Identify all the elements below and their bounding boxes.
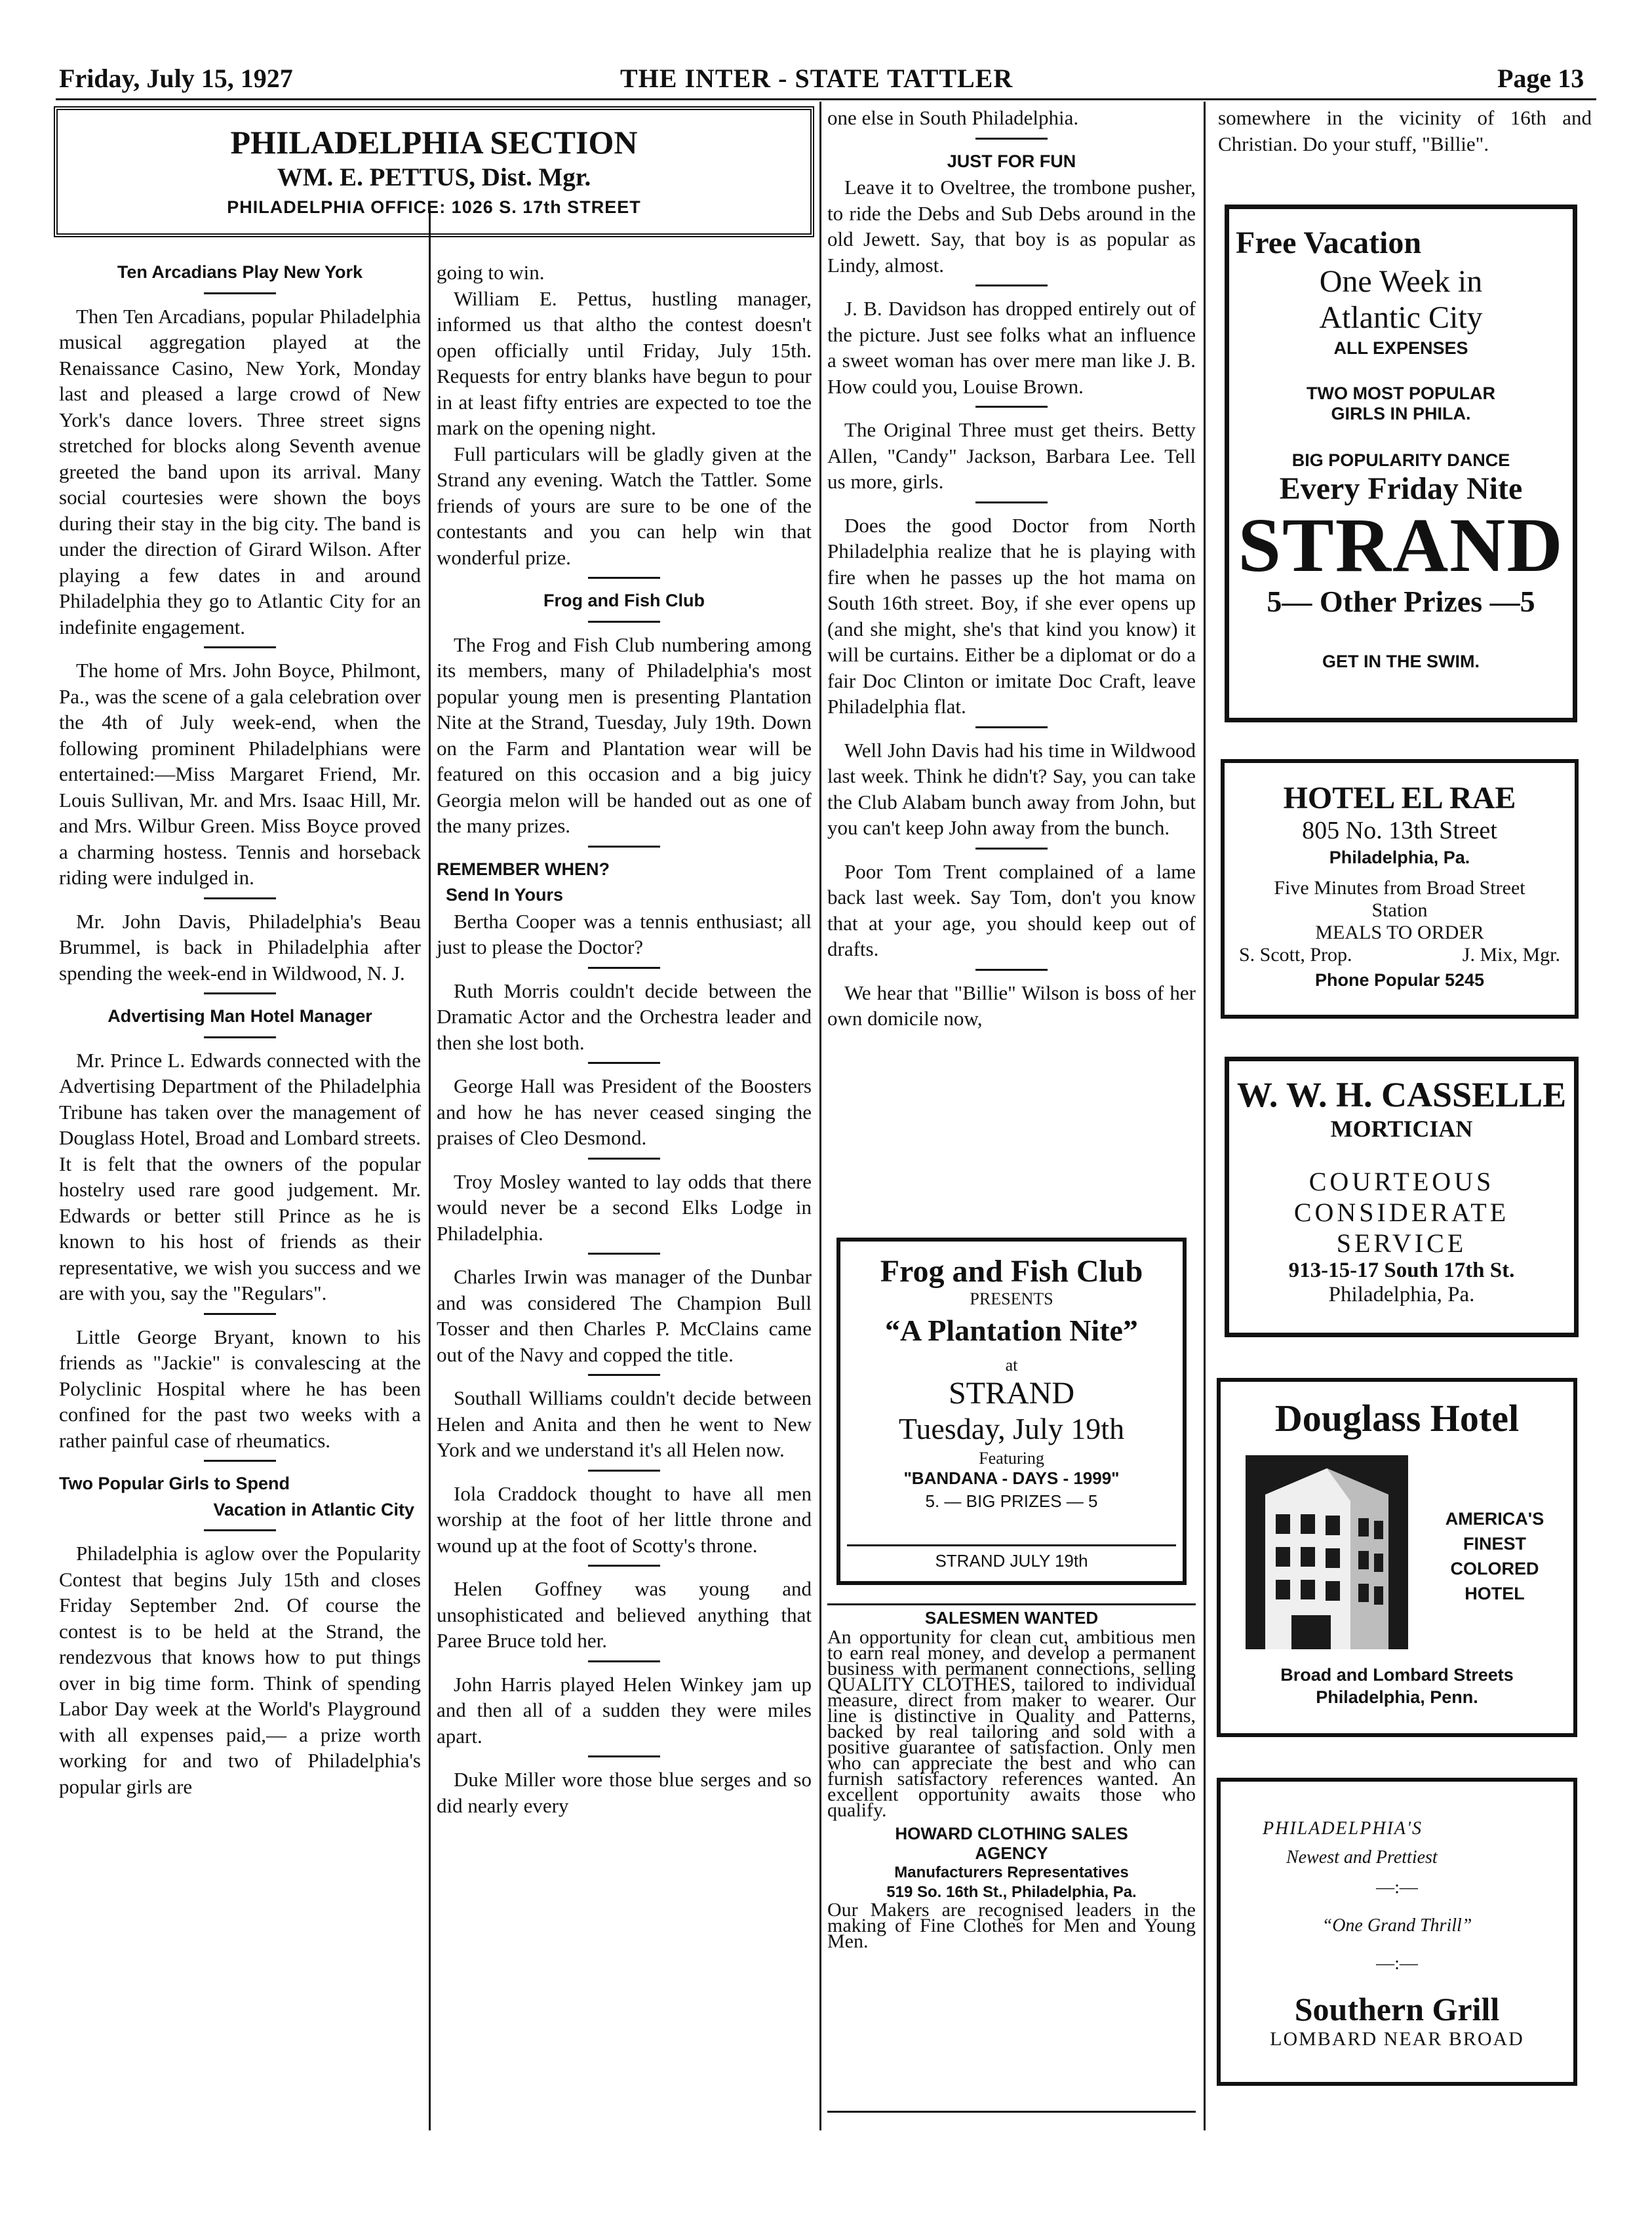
separator — [588, 846, 660, 848]
article-contest-continued: going to win. — [437, 261, 545, 284]
ad-salesmen-title: SALESMEN WANTED — [924, 1608, 1099, 1628]
ad-douglass-address — [1221, 1664, 1573, 1708]
ad-hotel-phone: Phone Popular 5245 — [1314, 970, 1485, 990]
ad-presents: PRESENTS — [970, 1289, 1053, 1308]
separator — [588, 1470, 660, 1472]
district-manager: WM. E. PETTUS, Dist. Mgr. — [277, 163, 591, 191]
ad-douglass-slogan-3: COLORED — [1450, 1559, 1539, 1578]
ad-get-in-the-swim: GET IN THE SWIM. — [1322, 652, 1480, 671]
item-john-davis-wildwood: Well John Davis had his time in Wildwood last week. Think he didn't? Say, you can take the Club Alabam bunch away from John, but you can't keep John away from the bunch. — [827, 738, 1196, 839]
ad-grill-divider-2: —:— — [1376, 1953, 1418, 1974]
column-3 — [827, 105, 1196, 1032]
ad-grill-name: Southern Grill — [1294, 1991, 1500, 2027]
separator — [588, 1374, 660, 1376]
separator — [975, 969, 1048, 971]
ad-hotel-name: HOTEL EL RAE — [1283, 781, 1516, 815]
column-4 — [1218, 105, 1592, 157]
separator — [975, 284, 1048, 286]
article-particulars: Full particulars will be gladly given at the Strand any evening. Watch the Tattler. Some friends of yours are sure to be one of the contestants and you can help win that wonderful prize. — [437, 442, 812, 569]
ad-feature-show: "BANDANA - DAYS - 1999" — [903, 1468, 1120, 1488]
item-charles-irwin: Charles Irwin was manager of the Dunbar and was considered The Champion Bull Tosser and then Charles P. McClains came out of the Navy and copped the title. — [437, 1265, 812, 1366]
ad-grill-address: LOMBARD NEAR BROAD — [1270, 2028, 1524, 2050]
ad-hotel-city: Philadelphia, Pa. — [1329, 848, 1470, 867]
item-original-three: The Original Three must get theirs. Betty Allen, "Candy" Jackson, Barbara Lee. Tell us more, girls. — [827, 418, 1196, 493]
column-rule-1 — [429, 210, 431, 2130]
separator — [204, 1529, 276, 1531]
hotel-building-image — [1246, 1455, 1408, 1649]
headline-hotel-manager: Advertising Man Hotel Manager — [108, 1006, 372, 1026]
headline-popular-girls-1: Two Popular Girls to Spend — [59, 1474, 290, 1493]
separator — [975, 726, 1048, 728]
ad-hotel-el-rae — [1221, 759, 1579, 1019]
ad-two-most-popular: TWO MOST POPULAR — [1307, 383, 1495, 403]
ad-club-name: Frog and Fish Club — [880, 1254, 1143, 1289]
newspaper-name: THE INTER - STATE TATTLER — [620, 64, 1013, 93]
ad-douglass-slogan-2: FINEST — [1463, 1534, 1526, 1554]
separator — [588, 1660, 660, 1662]
separator — [975, 848, 1048, 850]
subhead-send-in-yours: Send In Yours — [446, 885, 564, 905]
ad-salesmen-wanted — [827, 1608, 1196, 1952]
issue-date: Friday, July 15, 1927 — [59, 64, 293, 93]
headline-remember-when: REMEMBER WHEN? — [437, 859, 610, 879]
separator — [975, 501, 1048, 503]
item-south-philadelphia: one else in South Philadelphia. — [827, 106, 1079, 129]
ad-hotel-manager: J. Mix, Mgr. — [1462, 944, 1560, 966]
hotel-building-illustration — [1246, 1455, 1408, 1649]
item-john-harris: John Harris played Helen Winkey jam up and then all of a sudden they were miles apart. — [437, 1672, 812, 1748]
ad-douglass-slogan-4: HOTEL — [1465, 1584, 1525, 1603]
ad-mortician-title: MORTICIAN — [1330, 1116, 1473, 1142]
separator — [588, 1158, 660, 1160]
ad-free-vacation — [1225, 205, 1577, 722]
item-troy-mosley: Troy Mosley wanted to lay odds that there would never be a second Elks Lodge in Philadelphia. — [437, 1169, 812, 1245]
ad-rule — [847, 1544, 1176, 1546]
separator — [588, 1062, 660, 1064]
ad-mortician-address: 913-15-17 South 17th St. — [1288, 1259, 1515, 1282]
ad-salesmen-top-rule — [827, 1603, 1196, 1605]
separator — [204, 1313, 276, 1315]
section-banner — [54, 106, 814, 237]
item-tom-trent: Poor Tom Trent complained of a lame back last week. Say Tom, don't you know that at your age, you should keep out of drafts. — [827, 859, 1196, 960]
headline-frog-fish: Frog and Fish Club — [543, 591, 705, 610]
ad-salesmen-bottom-rule — [827, 2111, 1196, 2113]
column-1 — [59, 260, 421, 1799]
article-john-davis: Mr. John Davis, Philadelphia's Beau Brummel, is back in Philadelphia after spending the week-end in Wildwood, N. J. — [59, 909, 421, 985]
article-george-bryant: Little George Bryant, known to his friends as "Jackie" is convalescing at the Polyclinic Hospital where he has been confined for the past two weeks with a rather painful case of rheumatics. — [59, 1325, 421, 1452]
separator — [204, 646, 276, 648]
item-southall-williams: Southall Williams couldn't decide between Helen and Anita and then he went to New York and we understand it's all Helen now. — [437, 1386, 812, 1461]
ad-casselle-mortician — [1225, 1057, 1579, 1337]
ad-event-title: “A Plantation Nite” — [885, 1314, 1138, 1347]
separator — [588, 577, 660, 579]
ad-douglass-city: Philadelphia, Penn. — [1316, 1687, 1478, 1707]
ad-popularity-dance: BIG POPULARITY DANCE — [1291, 450, 1510, 470]
separator — [204, 292, 276, 294]
ad-salesmen-tail: Our Makers are recognised leaders in the making of Fine Clothes for Men and Young Men. — [827, 1899, 1196, 1952]
ad-douglass-streets: Broad and Lombard Streets — [1280, 1665, 1514, 1685]
ad-at: at — [1005, 1356, 1018, 1375]
ad-plantation-nite — [836, 1238, 1187, 1585]
item-good-doctor: Does the good Doctor from North Philadelphia realize that he is playing with fire when he passes up the hot mama on South 16th street. Boy, if she ever opens up (and she might, she's that kind you know) it will be curtains. Either be a diplomat or do a fair Doc Clinton or imitate Doc Craft, leave Philadelphia flat. — [827, 513, 1196, 718]
item-billie-continued: somewhere in the vicinity of 16th and Christian. Do your stuff, "Billie". — [1218, 106, 1592, 155]
ad-douglass-name: Douglass Hotel — [1274, 1397, 1520, 1439]
item-davidson: J. B. Davidson has dropped entirely out of the picture. Just see folks what an influence a sweet woman has over mere man like J. B. How could you, Louise Brown. — [827, 297, 1196, 398]
ad-salesmen-body: An opportunity for clean cut, ambitious men to earn real money, and develop a permanent business with permanent connections, selling QUALITY CLOTHES, tailored to individual measure, direct from maker to wearer. Our line is distinctive in Quality and Patterns, backed by real tailoring and sold with a positive guarantee of satisfaction. Only men who can appreciate the best and who can furnish satisfactory references wanted. An excellent opportunity awaits those who qualify. — [827, 1626, 1196, 1821]
office-address: PHILADELPHIA OFFICE: 1026 S. 17th STREET — [227, 197, 641, 217]
ad-hotel-address: 805 No. 13th Street — [1302, 817, 1497, 844]
ad-prizes: 5. — BIG PRIZES — 5 — [925, 1491, 1098, 1511]
separator — [975, 406, 1048, 408]
ad-southern-grill — [1217, 1778, 1577, 2086]
item-ruth-morris: Ruth Morris couldn't decide between the Dramatic Actor and the Orchestra leader and then she lost both. — [437, 979, 812, 1054]
item-oveltree: Leave it to Oveltree, the trombone pusher, to ride the Debs and Sub Debs around in the old Jewett. Say, that boy is as popular as Lindy, almost. — [827, 176, 1196, 277]
ad-mortician-city: Philadelphia, Pa. — [1328, 1283, 1475, 1306]
ad-douglass-hotel — [1217, 1378, 1577, 1737]
headline-just-for-fun: JUST FOR FUN — [947, 151, 1076, 171]
item-iola-craddock: Iola Craddock thought to have all men worship at the foot of her little throne and wound up at the foot of Scotty's throne. — [437, 1481, 812, 1557]
ad-free-vacation-title: Free Vacation — [1236, 225, 1422, 260]
ad-firm-tagline: Manufacturers Representatives — [894, 1864, 1129, 1881]
column-2 — [437, 260, 812, 1818]
article-popularity-contest: Philadelphia is aglow over the Popularity Contest that begins July 15th and closes Friday September 2nd. Of course the contest is to be held at the Strand, the rendezvous that knows how to put things over in big time form. Think of spending Labor Day week at the World's Playground with all expenses paid,— a prize worth working for and two of Philadelphia's popular girls are — [59, 1542, 421, 1798]
masthead-rule — [56, 98, 1596, 100]
ad-hotel-meals: MEALS TO ORDER — [1315, 922, 1484, 943]
separator — [204, 1036, 276, 1038]
item-billie-wilson: We hear that "Billie" Wilson is boss of her own domicile now, — [827, 981, 1196, 1030]
ad-grill-slogan: “One Grand Thrill” — [1322, 1915, 1472, 1936]
page-number: Page 13 — [1497, 64, 1584, 93]
ad-venue: STRAND — [948, 1376, 1075, 1411]
ad-other-prizes: 5— Other Prizes —5 — [1267, 585, 1535, 618]
article-frog-fish: The Frog and Fish Club numbering among its members, many of Philadelphia's most popular young men is presenting Plantation Nite at the Strand, Tuesday, July 19th. Down on the Farm and Plantation wear will be featured on this occasion and a big juicy Georgia melon will be handed out as one of the many prizes. — [437, 633, 812, 837]
item-duke-miller: Duke Miller wore those blue serges and so did nearly every — [437, 1768, 812, 1817]
ad-atlantic-city: Atlantic City — [1319, 300, 1483, 335]
column-rule-2 — [819, 102, 821, 2130]
ad-firm-name-1: HOWARD CLOTHING SALES — [895, 1824, 1128, 1843]
separator — [588, 1565, 660, 1567]
separator — [204, 1460, 276, 1462]
separator — [588, 1253, 660, 1255]
section-title: PHILADELPHIA SECTION — [230, 124, 638, 161]
ad-hotel-staff — [1225, 944, 1575, 966]
separator — [588, 1755, 660, 1757]
ad-grill-divider: —:— — [1376, 1877, 1418, 1898]
ad-courteous: COURTEOUS — [1308, 1167, 1495, 1196]
ad-strand-name: STRAND — [1238, 502, 1564, 588]
ad-footer: STRAND JULY 19th — [935, 1551, 1088, 1571]
ad-hotel-station: Station — [1371, 899, 1428, 921]
ad-all-expenses: ALL EXPENSES — [1333, 338, 1468, 358]
article-boyce-celebration: The home of Mrs. John Boyce, Philmont, Pa., was the scene of a gala celebration over the 4th of July week-end, when the following prominent Philadelphians were entertained:—Miss Margaret Friend, Mr. Louis Sullivan, Mr. and Mrs. Isaac Hill, Mr. and Mrs. Wilbur Green. Miss Boyce proved a charming hostess. Tennis and horseback riding were indulged in. — [59, 659, 421, 889]
article-ten-arcadians: Then Ten Arcadians, popular Philadelphia musical aggregation played at the Renaissance Casino, New York, Monday last and pleased a large crowd of New York's dance lovers. Three street signs stretched for blocks along Seventh avenue greeted the band upon its arrival. Many social courtesies were shown the boys during their stay in the big city. The band is under the direction of Girard Wilson. After playing a few dates in and around Philadelphia they go to Atlantic City for an indefinite engagement. — [59, 304, 421, 638]
separator — [588, 967, 660, 969]
ad-firm-name-2: AGENCY — [975, 1843, 1048, 1863]
ad-firm-address: 519 So. 16th St., Philadelphia, Pa. — [886, 1883, 1137, 1901]
ad-considerate: CONSIDERATE — [1293, 1198, 1510, 1227]
ad-every-friday: Every Friday Nite — [1279, 471, 1523, 506]
article-prince-edwards: Mr. Prince L. Edwards connected with the Advertising Department of the Philadelphia Tribune has taken over the management of Douglass Hotel, Broad and Lombard streets. It is felt that the owners of the popular hostelry used rare good judgement. Mr. Edwards or better still Prince as he is known to his host of friends as their representative, we wish you success and we are with you, say the "Regulars". — [59, 1048, 421, 1304]
separator — [588, 621, 660, 623]
article-pettus: William E. Pettus, hustling manager, informed us that altho the contest doesn't open officially until Friday, July 15th. Requests for entry blanks have begun to pour in at least fifty entries are expected to toe the mark on the opening night. — [437, 286, 812, 439]
separator — [204, 897, 276, 899]
ad-grill-newest: Newest and Prettiest — [1286, 1847, 1438, 1868]
item-george-hall: George Hall was President of the Boosters and how he has never ceased singing the praises of Cleo Desmond. — [437, 1074, 812, 1149]
ad-featuring: Featuring — [979, 1449, 1044, 1468]
headline-popular-girls-2: Vacation in Atlantic City — [213, 1499, 414, 1519]
separator — [975, 138, 1048, 140]
ad-one-week: One Week in — [1319, 264, 1483, 299]
headline-ten-arcadians: Ten Arcadians Play New York — [117, 262, 363, 282]
ad-girls-in-phila: GIRLS IN PHILA. — [1331, 404, 1471, 423]
item-helen-goffney: Helen Goffney was young and unsophisticated and believed anything that Paree Bruce told her. — [437, 1577, 812, 1652]
ad-douglass-slogan — [1417, 1506, 1572, 1606]
ad-grill-philadelphias: PHILADELPHIA'S — [1263, 1818, 1423, 1839]
ad-hotel-location: Five Minutes from Broad Street — [1274, 877, 1525, 899]
ad-douglass-slogan-1: AMERICA'S — [1445, 1509, 1544, 1529]
item-bertha-cooper: Bertha Cooper was a tennis enthusiast; all just to please the Doctor? — [437, 909, 812, 958]
column-rule-3 — [1204, 102, 1206, 2130]
ad-service: SERVICE — [1336, 1228, 1467, 1258]
ad-hotel-proprietor: S. Scott, Prop. — [1239, 944, 1352, 966]
ad-mortician-name: W. W. H. CASSELLE — [1236, 1075, 1567, 1114]
ad-event-date: Tuesday, July 19th — [898, 1412, 1125, 1445]
separator — [204, 992, 276, 994]
